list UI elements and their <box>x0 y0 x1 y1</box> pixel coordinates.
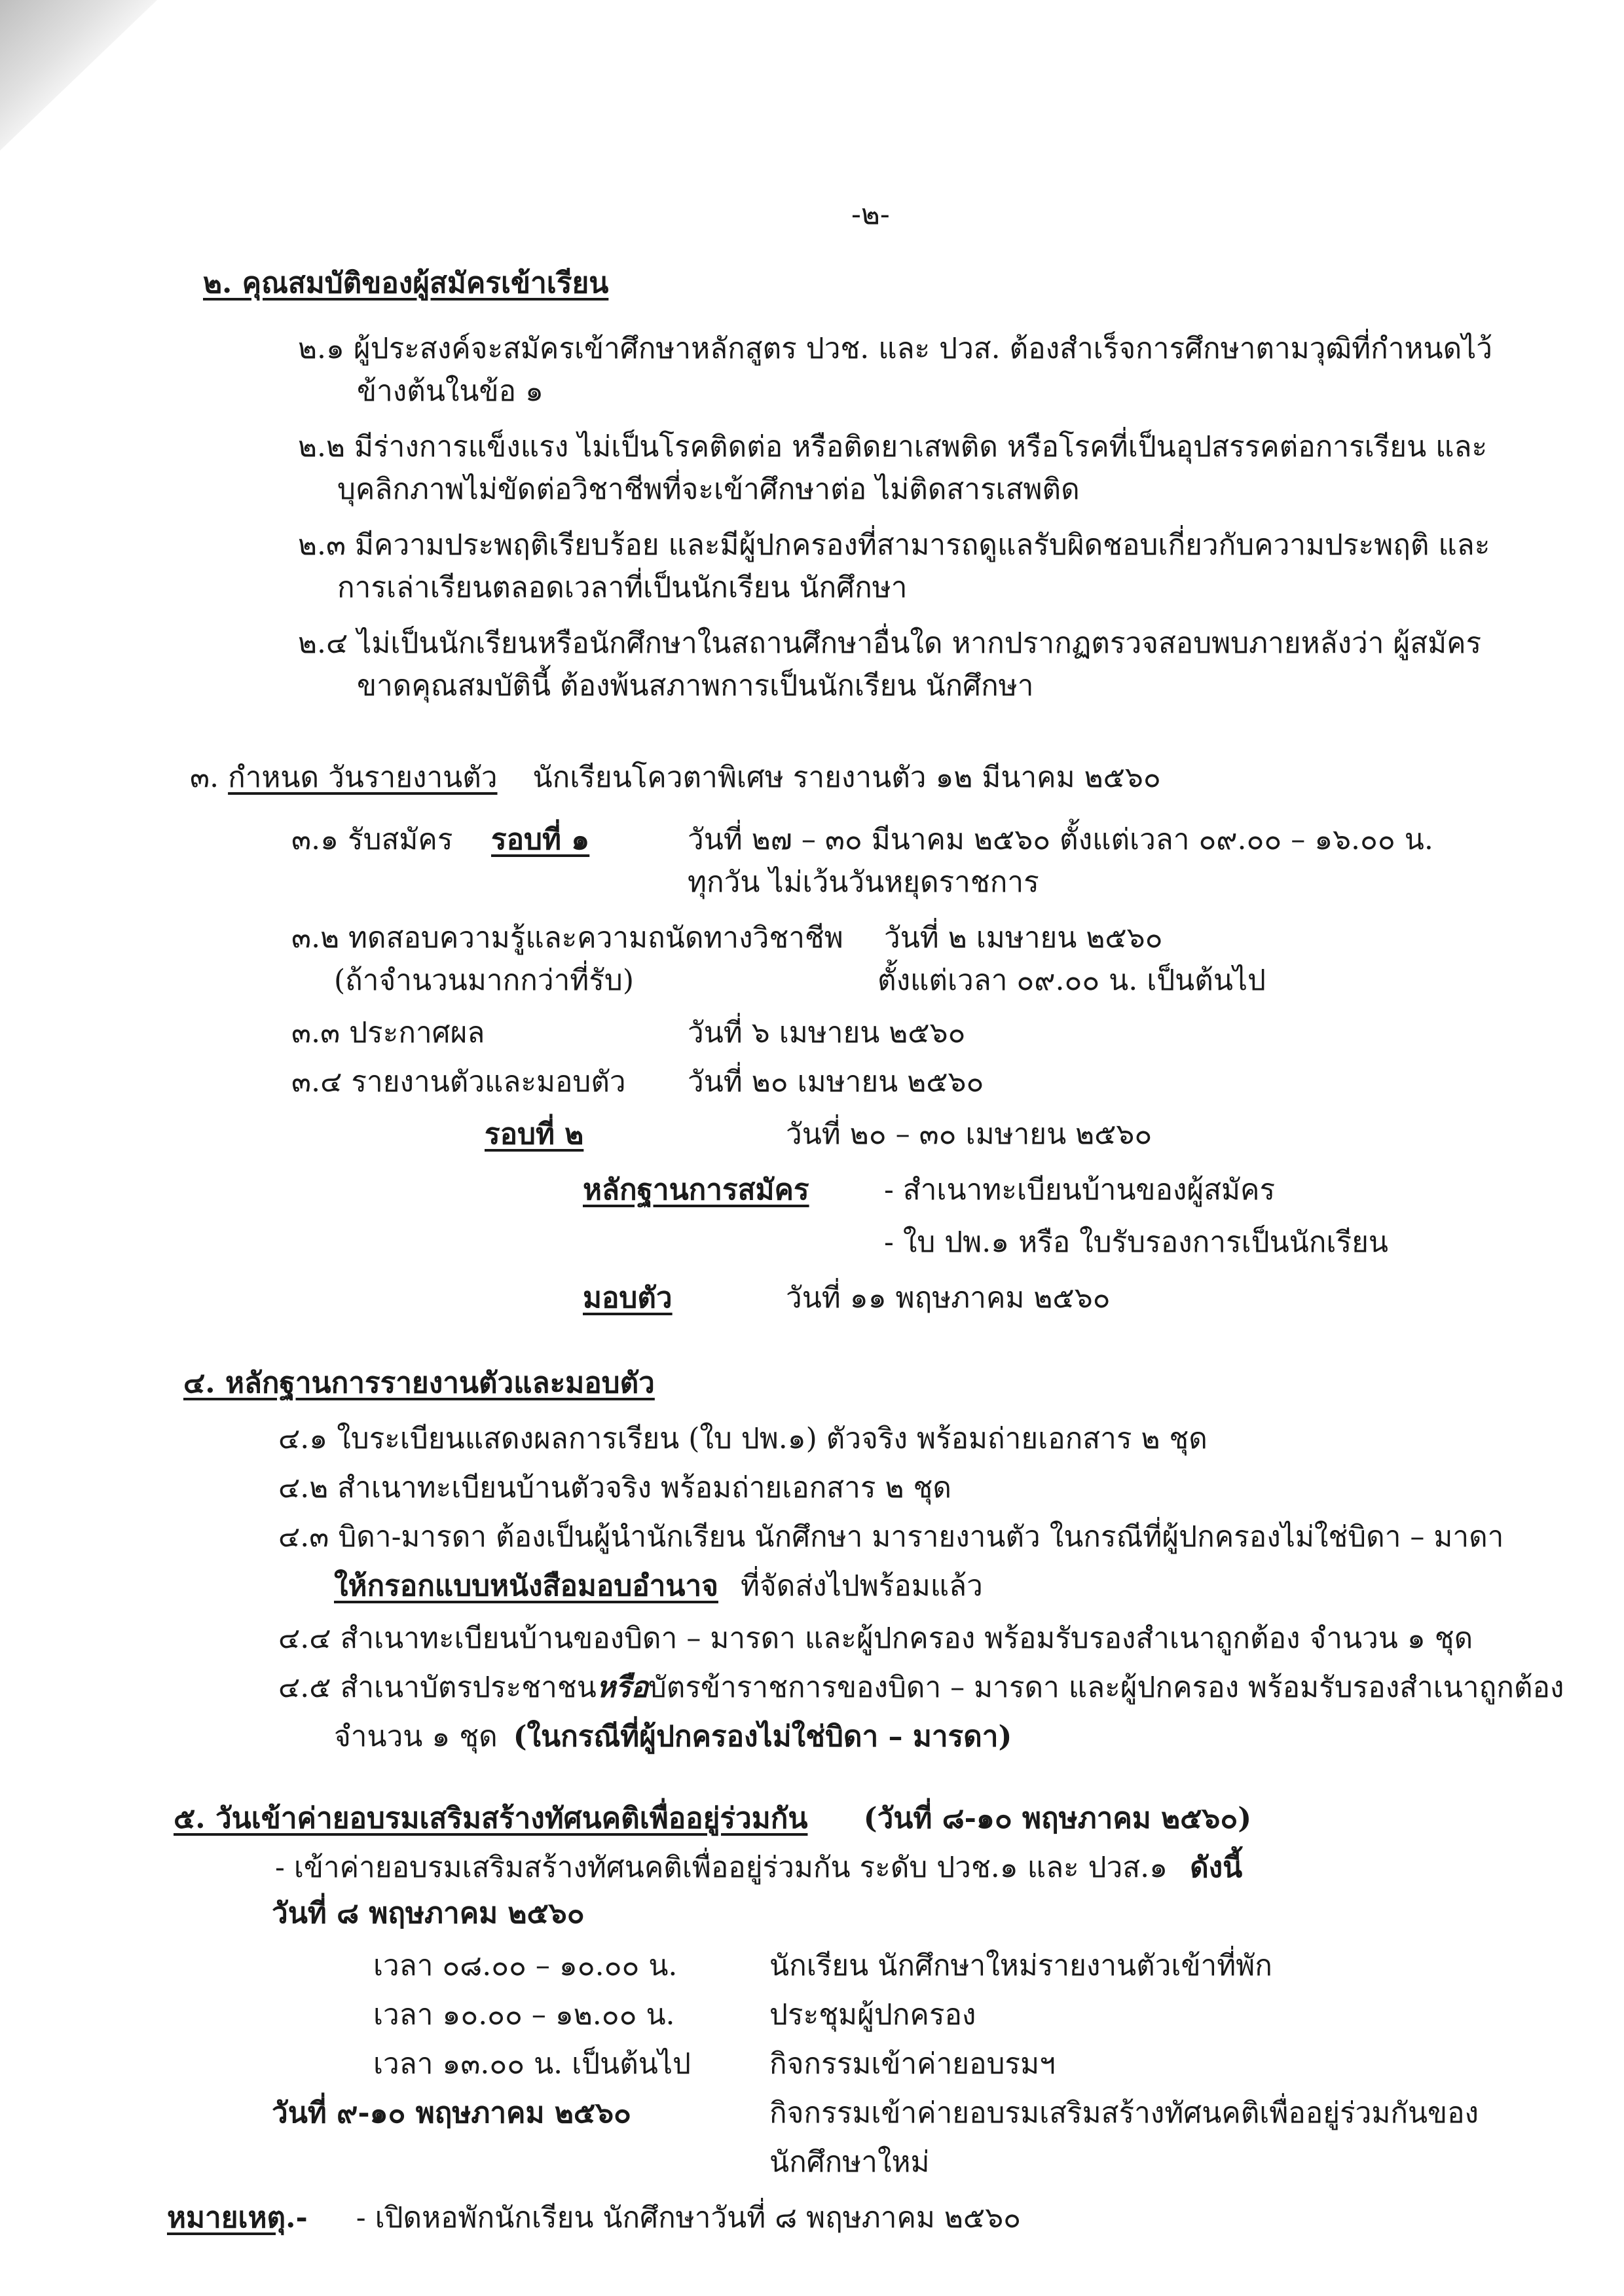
s2-item-2-cont: บุคลิกภาพไม่ขัดต่อวิชาชีพที่จะเข้าศึกษาต่อ ไม่ติดสารเสพติด <box>337 473 1080 506</box>
s3-heading-rest: นักเรียนโควตาพิเศษ รายงานตัว ๑๒ มีนาคม ๒๕๖๐ <box>532 761 1161 794</box>
s3-item-3-date: วันที่ ๖ เมษายน ๒๕๖๐ <box>688 1016 966 1049</box>
s4-item-5-b: บัตรข้าราชการของบิดา – มารดา และผู้ปกครอง พร้อมรับรองสำเนาถูกต้อง <box>648 1671 1564 1704</box>
s5-heading-underlined: ๕. วันเข้าค่ายอบรมเสริมสร้างทัศนคติเพื่ออยู่ร่วมกัน <box>174 1802 808 1835</box>
s4-item-2: ๔.๒ สำเนาทะเบียนบ้านตัวจริง พร้อมถ่ายเอกสาร ๒ ชุด <box>278 1471 951 1504</box>
s5-intro <box>275 1850 1242 1886</box>
page-number: -๒- <box>851 198 890 231</box>
section-5-heading <box>174 1800 1251 1836</box>
s2-item-4: ๒.๔ ไม่เป็นนักเรียนหรือนักศึกษาในสถานศึกษาอื่นใด หากปรากฏตรวจสอบพบภายหลังว่า ผู้สมัคร <box>298 627 1482 660</box>
s5-time-2: เวลา ๑๐.๐๐ – ๑๒.๐๐ น. <box>373 1998 675 2032</box>
s4-item-5-condition: (ในกรณีที่ผู้ปกครองไม่ใช่บิดา – มารดา) <box>513 1720 1012 1753</box>
power-of-attorney-note: ให้กรอกแบบหนังสือมอบอำนาจ <box>334 1569 718 1603</box>
section-2-heading: ๒. คุณสมบัติของผู้สมัครเข้าเรียน <box>203 266 609 300</box>
s4-item-5-count: จำนวน ๑ ชุด <box>334 1720 498 1753</box>
s3-heading-underlined: กำหนด วันรายงานตัว <box>228 761 498 794</box>
round-1-label: รอบที่ ๑ <box>491 823 590 856</box>
handover-label: มอบตัว <box>583 1281 673 1315</box>
s3-item-2-time: ตั้งแต่เวลา ๐๙.๐๐ น. เป็นต้นไป <box>877 964 1266 997</box>
s5-heading-dates: (วันที่ ๘-๑๐ พฤษภาคม ๒๕๖๐) <box>863 1802 1252 1835</box>
s4-item-4: ๔.๔ สำเนาทะเบียนบ้านของบิดา – มารดา และผู้ปกครอง พร้อมรับรองสำเนาถูกต้อง จำนวน ๑ ชุด <box>278 1622 1473 1655</box>
s4-item-5 <box>278 1669 1564 1705</box>
s4-item-5-or: หรือ <box>596 1671 648 1704</box>
s4-item-3-rest: ที่จัดส่งไปพร้อมแล้ว <box>740 1569 983 1603</box>
s3-item-2-label: ๓.๒ ทดสอบความรู้และความถนัดทางวิชาชีพ <box>291 921 843 955</box>
s2-item-4-cont: ขาดคุณสมบัตินี้ ต้องพ้นสภาพการเป็นนักเรียน นักศึกษา <box>357 669 1034 702</box>
s5-activity-4-cont: นักศึกษาใหม่ <box>769 2145 930 2179</box>
evidence-item-1: - สำเนาทะเบียนบ้านของผู้สมัคร <box>884 1173 1276 1207</box>
s3-item-4-label: ๓.๔ รายงานตัวและมอบตัว <box>291 1065 626 1099</box>
s2-item-2: ๒.๒ มีร่างการแข็งแรง ไม่เป็นโรคติดต่อ หรือติดยาเสพติด หรือโรคที่เป็นอุปสรรคต่อการเรียน และ <box>298 430 1488 464</box>
note-label-suffix: .- <box>286 2201 308 2234</box>
s3-item-1-date-cont: ทุกวัน ไม่เว้นวันหยุดราชการ <box>688 866 1039 899</box>
s5-day-1: วันที่ ๘ พฤษภาคม ๒๕๖๐ <box>272 1897 585 1930</box>
s5-time-1: เวลา ๐๘.๐๐ – ๑๐.๐๐ น. <box>373 1949 678 1982</box>
round-2-label: รอบที่ ๒ <box>485 1118 584 1151</box>
round-2-date: วันที่ ๒๐ – ๓๐ เมษายน ๒๕๖๐ <box>786 1118 1153 1151</box>
s5-activity-4: กิจกรรมเข้าค่ายอบรมเสริมสร้างทัศนคติเพื่ออยู่ร่วมกันของ <box>769 2096 1479 2130</box>
handover-date: วันที่ ๑๑ พฤษภาคม ๒๕๖๐ <box>786 1281 1111 1315</box>
s4-item-5-a: ๔.๕ สำเนาบัตรประชาชน <box>278 1671 597 1704</box>
note-label: หมายเหตุ <box>167 2201 286 2234</box>
s5-day-2: วันที่ ๙-๑๐ พฤษภาคม ๒๕๖๐ <box>272 2096 631 2130</box>
s3-item-2-label-cont: (ถ้าจำนวนมากกว่าที่รับ) <box>334 964 635 997</box>
section-3-heading <box>190 759 1161 795</box>
s5-activity-1: นักเรียน นักศึกษาใหม่รายงานตัวเข้าที่พัก <box>769 1949 1272 1982</box>
s4-item-1: ๔.๑ ใบระเบียนแสดงผลการเรียน (ใบ ปพ.๑) ตัวจริง พร้อมถ่ายเอกสาร ๒ ชุด <box>278 1422 1208 1455</box>
s4-item-3-cont <box>334 1568 983 1604</box>
s3-item-1-date: วันที่ ๒๗ – ๓๐ มีนาคม ๒๕๖๐ ตั้งแต่เวลา ๐๙.๐๐ – ๑๖.๐๐ น. <box>688 823 1433 856</box>
note-text: - เปิดหอพักนักเรียน นักศึกษาวันที่ ๘ พฤษภาคม ๒๕๖๐ <box>356 2201 1022 2234</box>
s3-item-4-date: วันที่ ๒๐ เมษายน ๒๕๖๐ <box>688 1065 984 1099</box>
evidence-label: หลักฐานการสมัคร <box>583 1173 809 1207</box>
s4-item-5-cont <box>334 1719 1012 1755</box>
s5-time-3: เวลา ๑๓.๐๐ น. เป็นต้นไป <box>373 2047 691 2081</box>
s4-item-3: ๔.๓ บิดา-มารดา ต้องเป็นผู้นำนักเรียน นักศึกษา มารายงานตัว ในกรณีที่ผู้ปกครองไม่ใช่บิดา – มาดา <box>278 1520 1504 1554</box>
s2-item-3: ๒.๓ มีความประพฤติเรียบร้อย และมีผู้ปกครองที่สามารถดูแลรับผิดชอบเกี่ยวกับความประพฤติ และ <box>298 528 1490 562</box>
section-4-heading: ๔. หลักฐานการรายงานตัวและมอบตัว <box>183 1366 655 1400</box>
s5-activity-3: กิจกรรมเข้าค่ายอบรมฯ <box>769 2047 1056 2081</box>
s3-item-1-label: ๓.๑ รับสมัคร <box>291 823 453 856</box>
s3-item-2-date: วันที่ ๒ เมษายน ๒๕๖๐ <box>884 921 1163 955</box>
s5-intro-suffix: ดังนี้ <box>1190 1851 1243 1884</box>
s2-item-3-cont: การเล่าเรียนตลอดเวลาที่เป็นนักเรียน นักศึกษา <box>337 571 908 604</box>
s5-activity-2: ประชุมผู้ปกครอง <box>769 1998 976 2032</box>
s3-item-3-label: ๓.๓ ประกาศผล <box>291 1016 485 1049</box>
s2-item-1-cont: ข้างต้นในข้อ ๑ <box>357 374 544 408</box>
note-line <box>167 2200 1021 2236</box>
s3-num: ๓. <box>190 761 219 794</box>
s2-item-1: ๒.๑ ผู้ประสงค์จะสมัครเข้าศึกษาหลักสูตร ปวช. และ ปวส. ต้องสำเร็จการศึกษาตามวุฒิที่กำหนดไว้ <box>298 332 1492 365</box>
evidence-item-2: - ใบ ปพ.๑ หรือ ใบรับรองการเป็นนักเรียน <box>884 1226 1388 1259</box>
s5-intro-text: - เข้าค่ายอบรมเสริมสร้างทัศนคติเพื่ออยู่ร่วมกัน ระดับ ปวช.๑ และ ปวส.๑ <box>275 1851 1168 1884</box>
scan-corner-shadow <box>0 0 157 151</box>
